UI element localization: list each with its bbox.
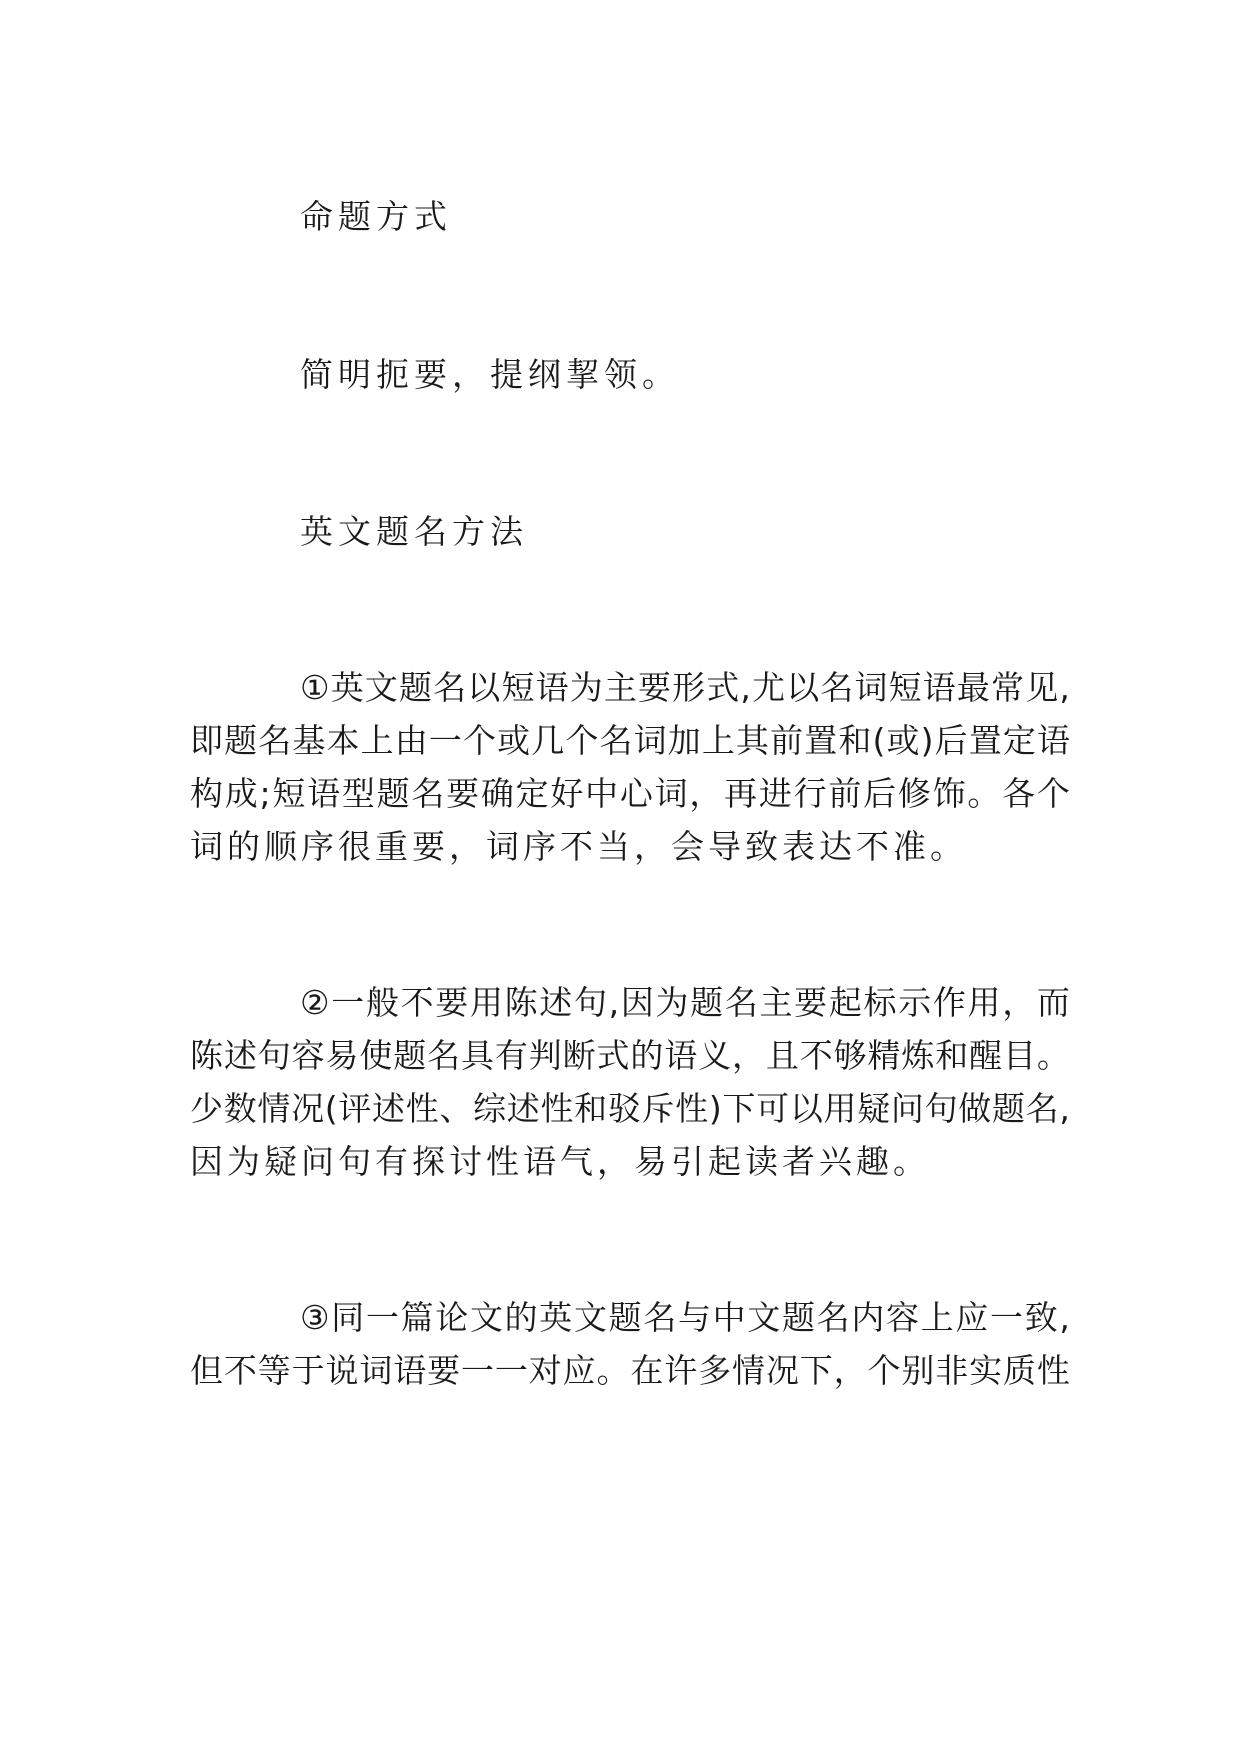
paragraph-line: ① 英 文 题 名 以 短 语 为 主 要 形 式 , 尤 以 名 词 短 语 最 常 见 , <box>300 668 1070 707</box>
section-heading-summary: 简明扼要，提纲挈领。 <box>300 355 680 394</box>
paragraph-line: 词的顺序很重要，词序不当，会导致表达不准。 <box>190 827 967 866</box>
paragraph-line: 构 成 ; 短 语 型 题 名 要 确 定 好 中 心 词 ， 再 进 行 前 后 修 饰 。 各 个 <box>190 774 1070 813</box>
paragraph-line: 因为疑问句有探讨性语气，易引起读者兴趣。 <box>190 1142 930 1181</box>
section-heading-proposition: 命题方式 <box>300 197 452 236</box>
paragraph-line: 陈 述 句 容 易 使 题 名 具 有 判 断 式 的 语 义 ， 且 不 够 精 炼 和 醒 目 。 <box>190 1036 1070 1075</box>
paragraph-line: 但 不 等 于 说 词 语 要 一 一 对 应 。 在 许 多 情 况 下 ， 个 别 非 实 质 性 <box>190 1351 1070 1390</box>
paragraph-line: ② 一 般 不 要 用 陈 述 句 , 因 为 题 名 主 要 起 标 示 作 用 ， 而 <box>300 983 1070 1022</box>
section-heading-english-title: 英文题名方法 <box>300 512 528 551</box>
paragraph-line: ③ 同 一 篇 论 文 的 英 文 题 名 与 中 文 题 名 内 容 上 应 一 致 , <box>300 1298 1070 1337</box>
paragraph-line: 即 题 名 基 本 上 由 一 个 或 几 个 名 词 加 上 其 前 置 和 ( 或 ) 后 置 定 语 <box>190 721 1070 760</box>
paragraph-line: 少 数 情 况 ( 评 述 性 、 综 述 性 和 驳 斥 性 ) 下 可 以 用 疑 问 句 做 题 名 , <box>190 1089 1070 1128</box>
